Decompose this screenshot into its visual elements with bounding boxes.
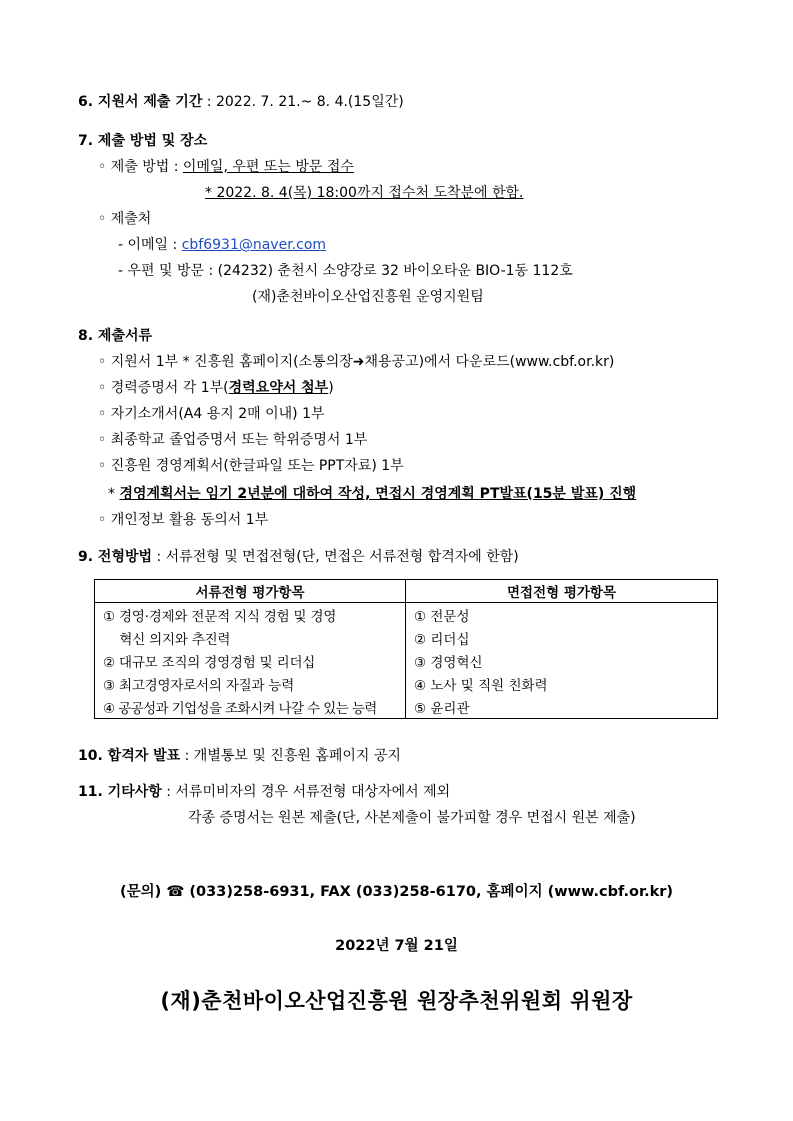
plan-note-text: 경영계획서는 임기 2년분에 대하여 작성, 면접시 경영계획 PT발표(15분 발표) 진행	[119, 486, 637, 502]
table-header-row	[95, 580, 718, 603]
email-line	[118, 235, 326, 255]
section-10-heading: 10. 합격자 발표	[78, 748, 181, 764]
doc-item-privacy: ◦ 개인정보 활용 동의서 1부	[98, 512, 269, 528]
doc-item-career	[98, 378, 334, 398]
doc-item-plan: ◦ 진흥원 경영계획서(한글파일 또는 PPT자료) 1부	[98, 458, 404, 474]
section-11-text: : 서류미비자의 경우 서류전형 대상자에서 제외	[161, 784, 451, 800]
table-cell: ⑤ 윤리관	[406, 695, 718, 719]
signer-title: (재)춘천바이오산업진흥원 원장추천위원회 위원장	[160, 989, 633, 1013]
section-11-text-2: 각종 증명서는 원본 제출(단, 사본제출이 불가피할 경우 면접시 원본 제출)	[188, 810, 636, 826]
plan-note	[108, 484, 636, 504]
section-11	[78, 782, 450, 802]
email-label: - 이메일 :	[118, 237, 182, 253]
table-cell: ③ 경영혁신	[406, 649, 718, 672]
section-9	[78, 547, 519, 567]
table-cell: 혁신 의지와 추진력	[95, 626, 406, 649]
doc-item-career-bold: 경력요약서 첨부	[228, 380, 329, 396]
table-row	[95, 626, 718, 649]
table-cell: ③ 최고경영자로서의 자질과 능력	[95, 672, 406, 695]
table-cell: ④ 노사 및 직원 친화력	[406, 672, 718, 695]
table-cell: ④ 공공성과 기업성을 조화시켜 나갈 수 있는 능력	[95, 695, 406, 719]
evaluation-table	[94, 579, 718, 719]
table-row	[95, 672, 718, 695]
doc-item-application: ◦ 지원서 1부 * 진흥원 홈페이지(소통의장➜채용공고)에서 다운로드(www.cbf.or.kr)	[98, 354, 615, 370]
section-9-heading: 9. 전형방법	[78, 549, 153, 565]
section-11-heading: 11. 기타사항	[78, 784, 162, 800]
section-10	[78, 746, 401, 766]
submission-method-value: 이메일, 우편 또는 방문 접수	[182, 159, 354, 175]
submission-method	[98, 157, 354, 177]
section-9-text: : 서류전형 및 면접전형(단, 면접은 서류전형 합격자에 한함)	[152, 549, 519, 565]
col-interview-header: 면접전형 평가항목	[406, 580, 718, 603]
doc-item-graduation: ◦ 최종학교 졸업증명서 또는 학위증명서 1부	[98, 432, 368, 448]
issue-date: 2022년 7월 21일	[335, 938, 458, 954]
section-6-text: : 2022. 7. 21.~ 8. 4.(15일간)	[202, 94, 404, 110]
doc-item-intro: ◦ 자기소개서(A4 용지 2매 이내) 1부	[98, 406, 325, 422]
col-document-header: 서류전형 평가항목	[95, 580, 406, 603]
plan-note-star: *	[108, 486, 120, 502]
table-cell: ② 리더십	[406, 626, 718, 649]
section-6-heading: 6. 지원서 제출 기간	[78, 94, 203, 110]
section-7-heading: 7. 제출 방법 및 장소	[78, 133, 208, 149]
doc-item-career-pre: ◦ 경력증명서 각 1부(	[98, 380, 229, 396]
table-row	[95, 649, 718, 672]
email-link[interactable]: cbf6931@naver.com	[181, 237, 327, 253]
submission-deadline: * 2022. 8. 4(목) 18:00까지 접수처 도착분에 한함.	[205, 185, 524, 201]
section-6	[78, 92, 404, 112]
submission-method-label: ◦ 제출 방법 :	[98, 159, 183, 175]
doc-item-career-post: )	[328, 380, 334, 396]
table-row	[95, 603, 718, 627]
submission-place-label: ◦ 제출처	[98, 211, 152, 227]
post-address: - 우편 및 방문 : (24232) 춘천시 소양강로 32 바이오타운 BIO-1동 112호	[118, 263, 573, 279]
table-cell: ① 경영·경제와 전문적 지식 경험 및 경영	[95, 603, 406, 627]
table-cell: ② 대규모 조직의 경영경험 및 리더십	[95, 649, 406, 672]
post-organization: (재)춘천바이오산업진흥원 운영지원팀	[252, 289, 484, 305]
section-10-text: : 개별통보 및 진흥원 홈페이지 공지	[180, 748, 401, 764]
section-8-heading: 8. 제출서류	[78, 328, 153, 344]
contact-info: (문의) ☎ (033)258-6931, FAX (033)258-6170, 홈페이지 (www.cbf.or.kr)	[120, 884, 673, 900]
table-row	[95, 695, 718, 719]
table-cell: ① 전문성	[406, 603, 718, 627]
